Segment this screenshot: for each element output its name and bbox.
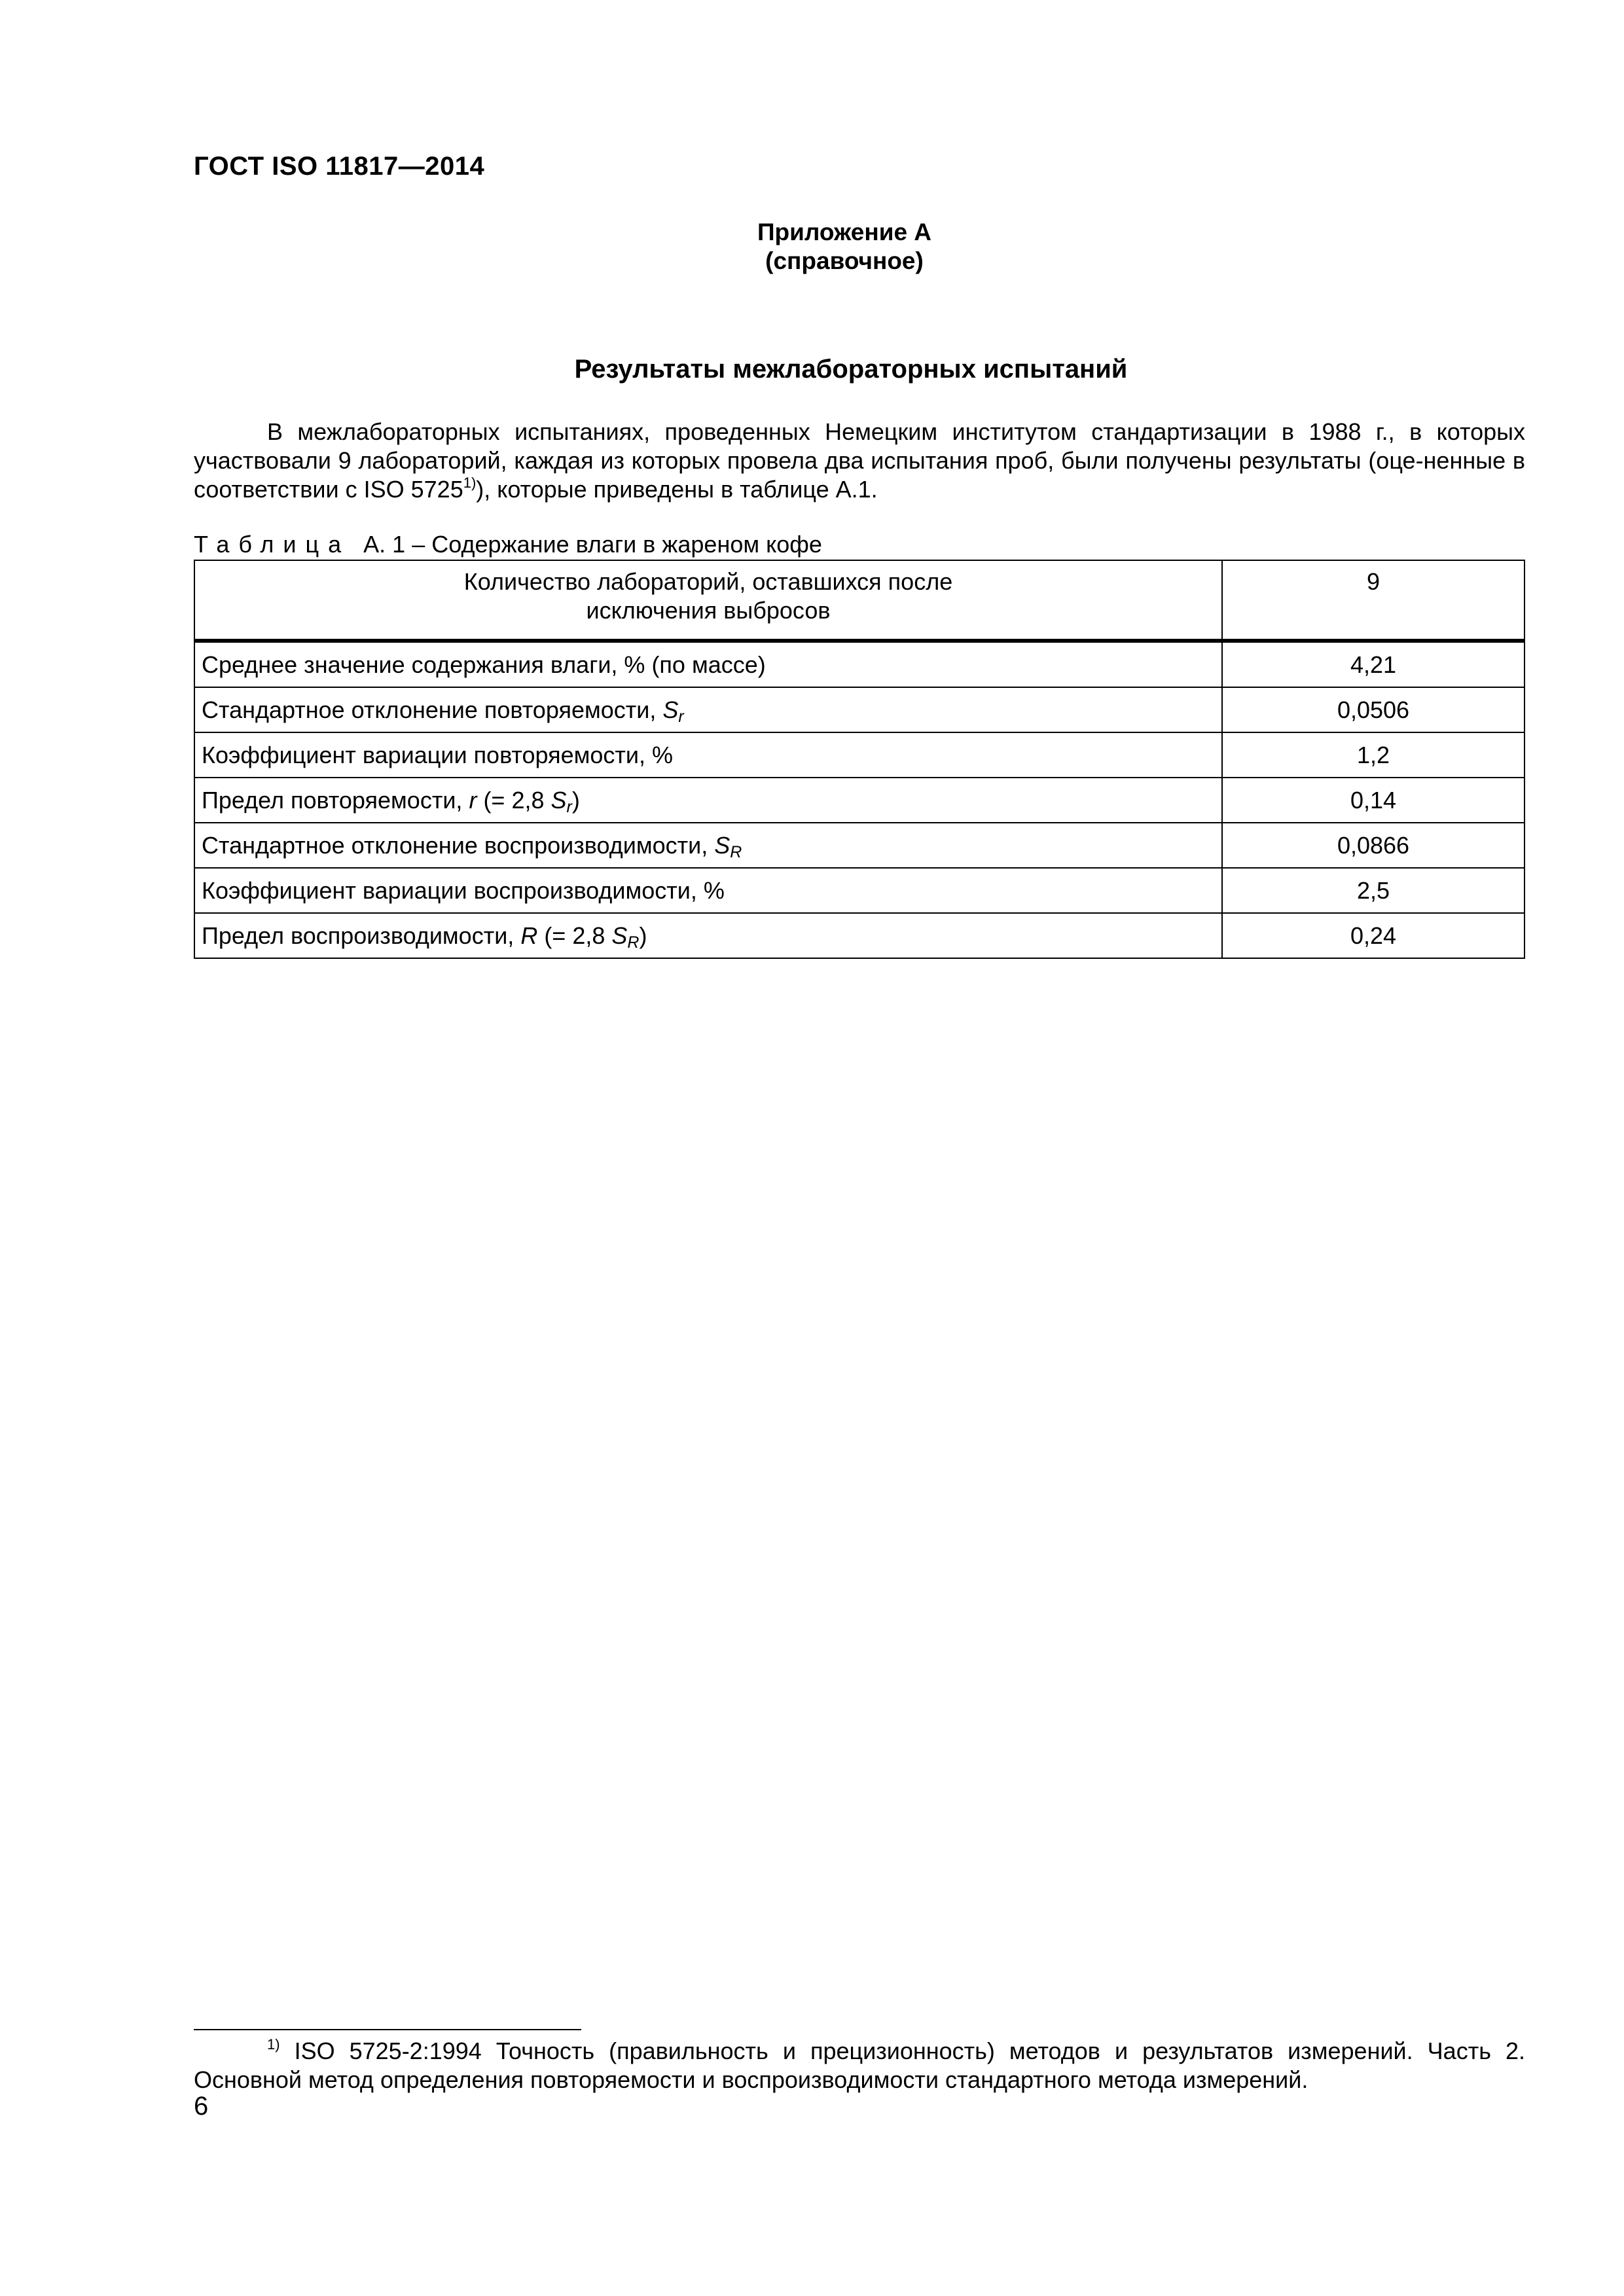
footnote-divider [194,2029,581,2030]
table-row [194,868,1525,913]
header-label-line2: исключения выбросов [586,597,831,624]
annex-type: (справочное) [765,247,924,274]
intro-text-start: В межлабораторных испытаниях, проведенных Немецким институтом стандартизации в 1988 г., в которых участвовали 9 лабораторий, каждая из которых провела два испытания проб, были получены результаты (оце-ненные в соответствии с ISO 5725 [194,418,1525,503]
table-row [194,641,1525,687]
results-table [194,560,1525,959]
footnote-text: ISO 5725-2:1994 Точность (правильность и прецизионность) методов и результатов измерений. Часть 2. Основной метод определения повторяемости и воспроизводимости стандартного метода измерений. [194,2037,1525,2093]
footnote [194,2037,1525,2094]
row-symbol: S [714,831,731,859]
footnote-mark: 1) [267,2036,280,2053]
footnote-reference: 1) [463,475,477,491]
intro-paragraph [194,418,1525,504]
row-formula: (= 2,8 [477,786,551,814]
row-formula: (= 2,8 [537,922,612,949]
row-symbol: r [469,786,477,814]
row-subscript: r [678,707,684,726]
table-header-row [194,560,1525,641]
row-label [194,913,1222,958]
row-value: 0,0506 [1222,687,1525,732]
row-label [194,778,1222,823]
row-label-text: Предел повторяемости, [202,786,469,814]
header-label-cell [194,560,1222,641]
row-value: 0,14 [1222,778,1525,823]
row-label: Коэффициент вариации воспроизводимости, % [194,868,1222,913]
annex-title: Приложение А [757,219,932,245]
row-symbol: R [520,922,538,949]
table-row [194,687,1525,732]
table-row [194,913,1525,958]
intro-text-end: ), которые приведены в таблице А.1. [476,476,878,503]
row-formula-end: ) [639,922,647,949]
table-caption-text: А. 1 – Содержание влаги в жареном кофе [363,531,822,558]
header-value-cell: 9 [1222,560,1525,641]
row-subscript: R [627,933,640,952]
row-value: 1,2 [1222,732,1525,778]
row-value: 4,21 [1222,641,1525,687]
document-id: ГОСТ ISO 11817—2014 [194,152,485,181]
row-value: 0,0866 [1222,823,1525,868]
row-symbol: S [662,696,679,723]
table-row [194,823,1525,868]
row-formula-end: ) [571,786,580,814]
row-label [194,823,1222,868]
row-subscript: r [566,797,572,816]
row-symbol-2: S [550,786,567,814]
table-row [194,732,1525,778]
header-label-line1: Количество лабораторий, оставшихся после [463,568,953,595]
table-caption-word: Таблица [194,531,351,558]
row-subscript: R [730,842,742,861]
page-number: 6 [194,2092,209,2121]
row-label-text: Предел воспроизводимости, [202,922,521,949]
row-label [194,687,1222,732]
row-symbol-2: S [611,922,628,949]
row-value: 0,24 [1222,913,1525,958]
row-label-text: Стандартное отклонение воспроизводимости, [202,831,715,859]
row-value: 2,5 [1222,868,1525,913]
table-row [194,778,1525,823]
row-label-text: Стандартное отклонение повторяемости, [202,696,663,723]
row-label: Среднее значение содержания влаги, % (по массе) [194,641,1222,687]
section-title: Результаты межлабораторных испытаний [574,355,1128,384]
table-caption [194,530,822,559]
row-label: Коэффициент вариации повторяемости, % [194,732,1222,778]
